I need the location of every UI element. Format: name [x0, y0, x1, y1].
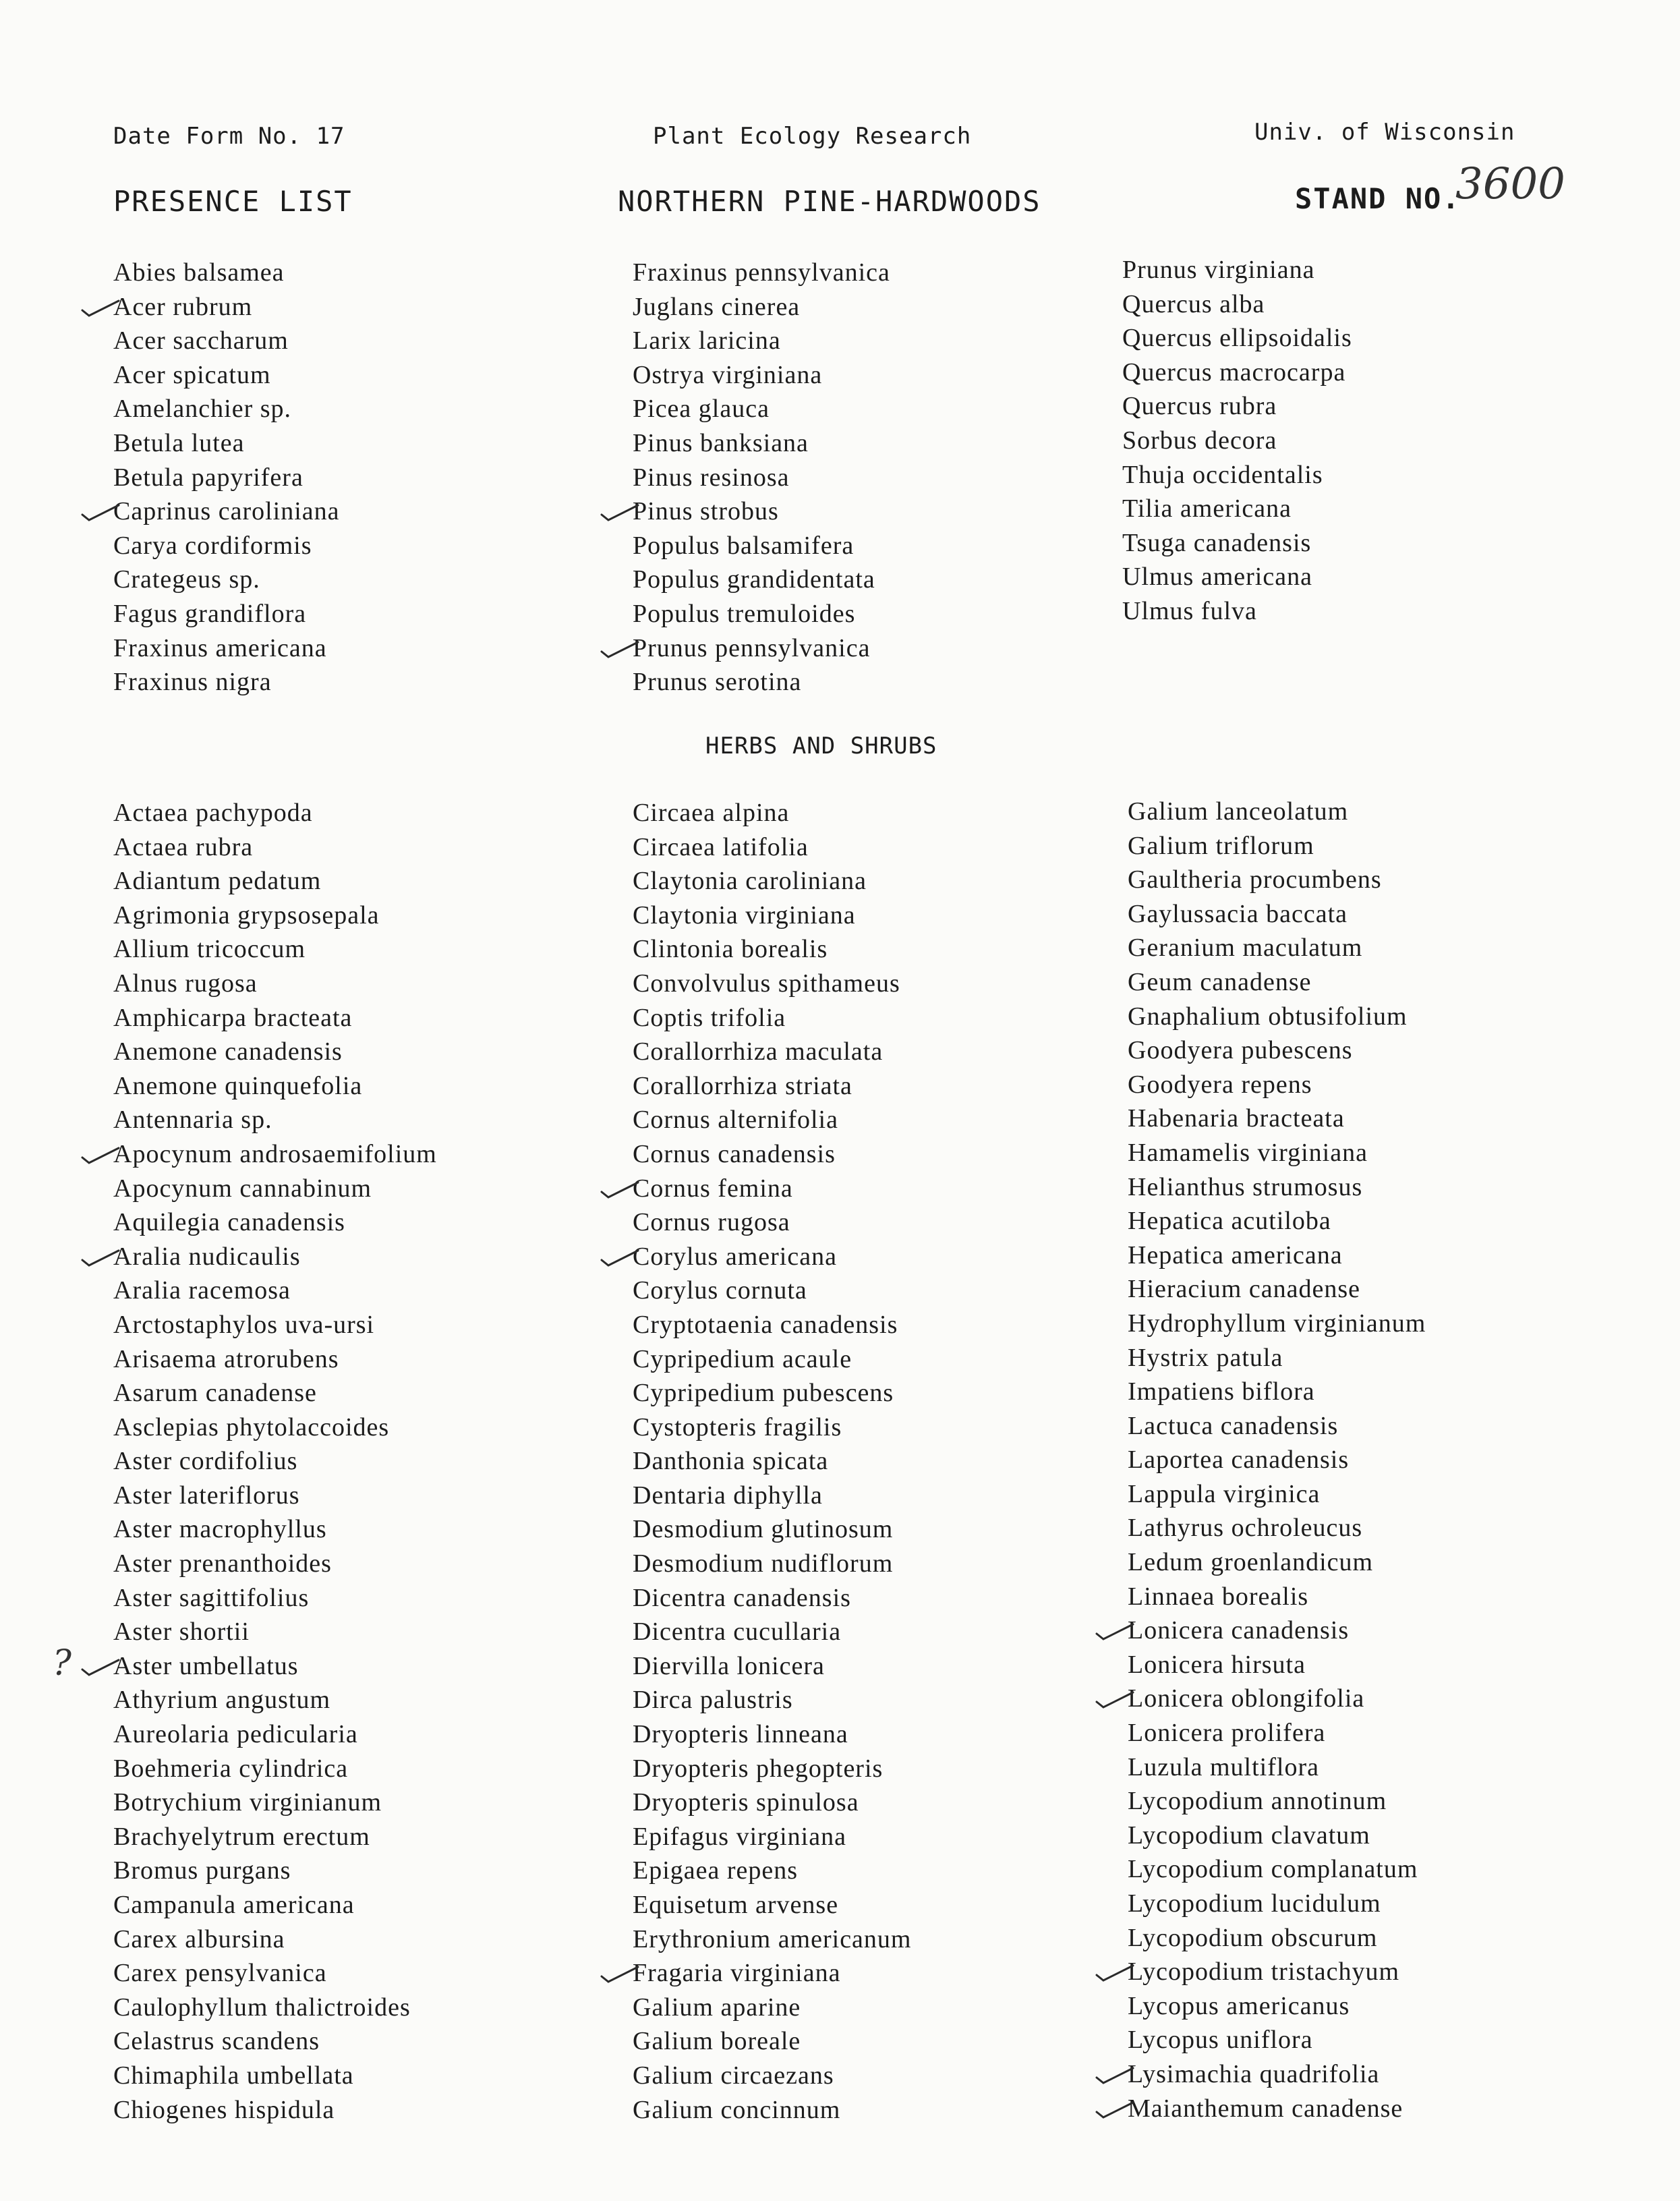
species-item: Allium tricoccum — [113, 935, 306, 964]
species-item: Desmodium glutinosum — [633, 1515, 894, 1544]
species-item: Cornus rugosa — [633, 1208, 790, 1237]
species-item: Lycopodium complanatum — [1128, 1855, 1418, 1884]
species-item: Dryopteris linneana — [633, 1720, 848, 1749]
checkmark-icon — [599, 1180, 639, 1200]
species-item: Gaylussacia baccata — [1128, 899, 1348, 928]
herbs-shrubs-title: HERBS AND SHRUBS — [705, 733, 937, 760]
species-item: Coptis trifolia — [633, 1003, 786, 1032]
checkmark-icon — [1094, 1690, 1134, 1710]
species-item: Fraxinus pennsylvanica — [633, 258, 890, 287]
species-item: Amelanchier sp. — [113, 395, 292, 424]
species-item: Dirca palustris — [633, 1686, 793, 1715]
species-item: Gnaphalium obtusifolium — [1128, 1002, 1408, 1031]
species-item: Fragaria virginiana — [633, 1956, 1145, 1991]
species-item: Lonicera prolifera — [1128, 1719, 1326, 1748]
section-title: NORTHERN PINE-HARDWOODS — [618, 185, 1041, 218]
checkmark-icon — [1094, 2100, 1134, 2120]
species-item: Antennaria sp. — [113, 1106, 272, 1135]
species-item: Epifagus virginiana — [633, 1822, 846, 1851]
species-item: Hydrophyllum virginianum — [1128, 1309, 1426, 1338]
species-item: Diervilla lonicera — [633, 1651, 825, 1680]
species-item: Adiantum pedatum — [113, 867, 322, 896]
species-item: Aster lateriflorus — [113, 1481, 300, 1510]
species-item: Quercus macrocarpa — [1122, 358, 1346, 387]
species-item: Geranium maculatum — [1128, 934, 1363, 963]
herbs-column-2 — [633, 796, 1145, 2127]
species-item: Aureolaria pedicularia — [113, 1720, 358, 1749]
species-item: Danthonia spicata — [633, 1447, 829, 1476]
species-item: Populus grandidentata — [633, 565, 875, 594]
species-item: Aster prenanthoides — [113, 1549, 332, 1578]
species-item: Dicentra canadensis — [633, 1583, 851, 1612]
checkmark-icon — [80, 1145, 120, 1166]
species-item: Cornus canadensis — [633, 1139, 836, 1168]
species-item: Lonicera oblongifolia — [1128, 1682, 1640, 1716]
species-item: Campanula americana — [113, 1891, 355, 1919]
species-item: Pinus banksiana — [633, 428, 809, 457]
species-item: Fagus grandiflora — [113, 599, 307, 628]
species-item: Chiogenes hispidula — [113, 2095, 335, 2124]
species-item: Picea glauca — [633, 395, 770, 424]
species-item: Dentaria diphylla — [633, 1481, 823, 1510]
species-item: Tsuga canadensis — [1122, 528, 1312, 557]
species-item: Impatiens biflora — [1128, 1377, 1315, 1406]
species-item: Clintonia borealis — [633, 935, 828, 964]
form-number: Date Form No. 17 — [113, 123, 345, 150]
species-item: Aralia racemosa — [113, 1276, 291, 1305]
species-item: Juglans cinerea — [633, 292, 801, 321]
species-item: Acer saccharum — [113, 326, 289, 355]
species-item: Lappula virginica — [1128, 1479, 1321, 1508]
stand-label: STAND NO. — [1295, 182, 1461, 215]
species-item: Galium circaezans — [633, 2061, 834, 2090]
checkmark-icon — [599, 503, 639, 523]
species-item: Pinus resinosa — [633, 463, 790, 492]
species-item: Claytonia virginiana — [633, 901, 856, 930]
species-item: Actaea rubra — [113, 832, 254, 861]
stand-number-handwritten: 3600 — [1455, 159, 1565, 209]
species-item: Corylus cornuta — [633, 1276, 807, 1305]
species-item: Corylus americana — [633, 1240, 1145, 1274]
species-item: Alnus rugosa — [113, 969, 258, 998]
species-item: Cryptotaenia canadensis — [633, 1310, 898, 1339]
species-item: Lycopus americanus — [1128, 1991, 1350, 2020]
species-item: Equisetum arvense — [633, 1891, 839, 1919]
trees-column-2 — [633, 256, 1145, 699]
checkmark-icon — [1094, 1963, 1134, 1983]
checkmark-icon — [80, 1248, 120, 1268]
species-item: Apocynum cannabinum — [113, 1174, 372, 1203]
species-item: Ledum groenlandicum — [1128, 1548, 1374, 1577]
species-item: Dryopteris phegopteris — [633, 1754, 884, 1783]
organization: Plant Ecology Research — [653, 123, 972, 150]
trees-column-1 — [113, 256, 626, 699]
species-item: Betula papyrifera — [113, 463, 303, 492]
species-item: Fraxinus americana — [113, 633, 327, 662]
species-item: Aster umbellatus — [113, 1649, 626, 1684]
species-item: Cystopteris fragilis — [633, 1412, 842, 1441]
species-item: Caprinus caroliniana — [113, 494, 626, 529]
species-item: Carex pensylvanica — [113, 1959, 327, 1988]
species-item: Betula lutea — [113, 428, 245, 457]
species-item: Galium boreale — [633, 2027, 801, 2056]
species-item: Lonicera canadensis — [1128, 1613, 1640, 1648]
species-item: Galium concinnum — [633, 2095, 841, 2124]
species-item: Dryopteris spinulosa — [633, 1788, 859, 1817]
species-item: Prunus pennsylvanica — [633, 631, 1145, 666]
species-item: Sorbus decora — [1122, 426, 1277, 455]
species-item: Goodyera pubescens — [1128, 1036, 1353, 1065]
page-title: PRESENCE LIST — [113, 185, 353, 218]
herbs-column-1 — [113, 796, 626, 2127]
species-item: Aralia nudicaulis — [113, 1240, 626, 1274]
species-item: Claytonia caroliniana — [633, 867, 867, 896]
species-item: Botrychium virginianum — [113, 1788, 382, 1817]
species-item: Lycopodium obscurum — [1128, 1923, 1378, 1952]
species-item: Hamamelis virginiana — [1128, 1138, 1368, 1167]
species-item: Prunus virginiana — [1122, 256, 1315, 284]
species-item: Circaea alpina — [633, 799, 790, 827]
species-item: Prunus serotina — [633, 668, 802, 697]
species-item: Lonicera hirsuta — [1128, 1650, 1306, 1679]
species-item: Desmodium nudiflorum — [633, 1549, 894, 1578]
species-item: Cypripedium acaule — [633, 1344, 852, 1373]
species-item: Carya cordiformis — [113, 531, 312, 560]
species-item: Caulophyllum thalictroides — [113, 1993, 411, 2022]
species-item: Corallorrhiza maculata — [633, 1037, 884, 1066]
species-item: Ulmus americana — [1122, 563, 1312, 592]
species-item: Boehmeria cylindrica — [113, 1754, 349, 1783]
species-item: Quercus ellipsoidalis — [1122, 324, 1352, 353]
species-item: Fraxinus nigra — [113, 668, 272, 697]
species-item: Linnaea borealis — [1128, 1582, 1309, 1611]
species-item: Brachyelytrum erectum — [113, 1822, 370, 1851]
species-item: Lycopodium annotinum — [1128, 1787, 1387, 1816]
checkmark-icon — [80, 503, 120, 523]
species-item: Quercus rubra — [1122, 392, 1277, 421]
species-item: Actaea pachypoda — [113, 799, 313, 827]
species-item: Tilia americana — [1122, 494, 1292, 523]
species-item: Lysimachia quadrifolia — [1128, 2057, 1640, 2092]
species-item: Lycopodium tristachyum — [1128, 1955, 1640, 1989]
trees-column-3 — [1122, 253, 1635, 629]
species-item: Galium lanceolatum — [1128, 797, 1349, 826]
checkmark-icon — [599, 1248, 639, 1268]
species-item: Aster macrophyllus — [113, 1515, 327, 1544]
species-item: Helianthus strumosus — [1128, 1172, 1363, 1201]
species-item: Lactuca canadensis — [1128, 1411, 1339, 1440]
species-item: Asarum canadense — [113, 1379, 317, 1408]
species-item: Habenaria bracteata — [1128, 1104, 1345, 1133]
species-item: Populus balsamifera — [633, 531, 855, 560]
species-item: Crategeus sp. — [113, 565, 260, 594]
checkmark-icon — [80, 1657, 120, 1678]
university: Univ. of Wisconsin — [1254, 119, 1515, 146]
species-item: Carex albursina — [113, 1924, 285, 1953]
species-item: Lycopus uniflora — [1128, 2026, 1313, 2055]
species-item: Cornus femina — [633, 1172, 1145, 1206]
species-item: Pinus strobus — [633, 494, 1145, 529]
species-item: Dicentra cucullaria — [633, 1618, 842, 1647]
species-item: Lycopodium lucidulum — [1128, 1889, 1381, 1918]
species-item: Galium triflorum — [1128, 831, 1314, 860]
species-item: Lycopodium clavatum — [1128, 1821, 1370, 1850]
species-item: Geum canadense — [1128, 967, 1312, 996]
checkmark-icon — [1094, 1622, 1134, 1642]
species-item: Luzula multiflora — [1128, 1752, 1319, 1781]
species-item: Thuja occidentalis — [1122, 460, 1323, 489]
species-item: Corallorrhiza striata — [633, 1071, 852, 1100]
species-item: Goodyera repens — [1128, 1070, 1312, 1099]
species-item: Larix laricina — [633, 326, 781, 355]
checkmark-icon — [1094, 2065, 1134, 2086]
species-item: Agrimonia grypsosepala — [113, 901, 380, 930]
question-mark-annotation: ? — [53, 1643, 71, 1684]
species-item: Lathyrus ochroleucus — [1128, 1514, 1363, 1543]
species-item: Chimaphila umbellata — [113, 2061, 354, 2090]
species-item: Convolvulus spithameus — [633, 969, 900, 998]
species-item: Aquilegia canadensis — [113, 1208, 345, 1237]
species-item: Aster sagittifolius — [113, 1583, 310, 1612]
species-item: Arisaema atrorubens — [113, 1344, 339, 1373]
species-item: Hieracium canadense — [1128, 1275, 1360, 1304]
species-item: Quercus alba — [1122, 289, 1265, 318]
checkmark-icon — [599, 639, 639, 660]
species-item: Arctostaphylos uva-ursi — [113, 1310, 375, 1339]
species-item: Asclepias phytolaccoides — [113, 1412, 390, 1441]
species-item: Cornus alternifolia — [633, 1106, 838, 1135]
species-item: Galium aparine — [633, 1993, 801, 2022]
species-item: Athyrium angustum — [113, 1686, 331, 1715]
species-item: Erythronium americanum — [633, 1924, 912, 1953]
species-item: Aster shortii — [113, 1618, 250, 1647]
species-item: Epigaea repens — [633, 1856, 799, 1885]
species-item: Aster cordifolius — [113, 1447, 298, 1476]
species-item: Hepatica acutiloba — [1128, 1207, 1331, 1236]
herbs-column-3 — [1128, 795, 1640, 2125]
species-item: Maianthemum canadense — [1128, 2092, 1640, 2126]
species-item: Apocynum androsaemifolium — [113, 1137, 626, 1172]
species-item: Populus tremuloides — [633, 599, 856, 628]
species-item: Celastrus scandens — [113, 2027, 320, 2056]
species-item: Abies balsamea — [113, 258, 285, 287]
checkmark-icon — [80, 298, 120, 318]
species-item: Acer rubrum — [113, 290, 626, 324]
species-item: Bromus purgans — [113, 1856, 291, 1885]
species-item: Hepatica americana — [1128, 1240, 1343, 1269]
species-item: Ostrya virginiana — [633, 360, 823, 389]
species-item: Anemone canadensis — [113, 1037, 343, 1066]
species-item: Laportea canadensis — [1128, 1446, 1350, 1475]
species-item: Circaea latifolia — [633, 832, 809, 861]
species-item: Gaultheria procumbens — [1128, 865, 1382, 894]
species-item: Cypripedium pubescens — [633, 1379, 894, 1408]
checkmark-icon — [599, 1964, 639, 1984]
species-item: Ulmus fulva — [1122, 596, 1257, 625]
species-item: Anemone quinquefolia — [113, 1071, 363, 1100]
species-item: Hystrix patula — [1128, 1343, 1283, 1372]
species-item: Acer spicatum — [113, 360, 271, 389]
species-item: Amphicarpa bracteata — [113, 1003, 353, 1032]
